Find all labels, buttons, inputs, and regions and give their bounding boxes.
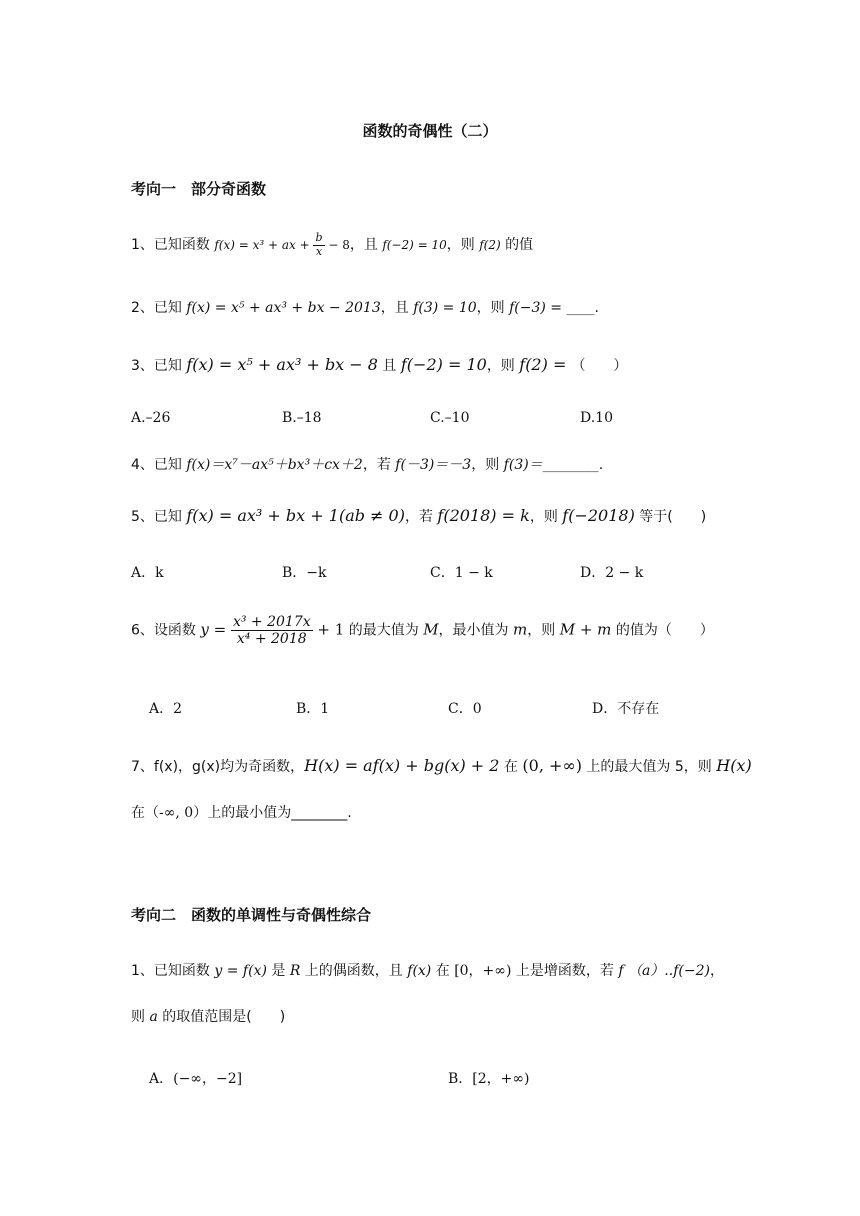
question-1: 1、已知函数 f(x) = x³ + ax + $\frac{b}{x}$ − 8，且 f(−2) = 10，则 f(2) 的值	[131, 231, 534, 258]
q3-option-a: A.–26	[131, 410, 171, 426]
q5-option-c: C．1 − k	[430, 565, 493, 581]
question-2: 2、已知 f(x) = x⁵ + ax³ + bx − 2013，且 f(3) = 10，则 f(−3) = ____.	[131, 300, 599, 316]
q6-option-d: D．不存在	[592, 701, 660, 717]
q5-option-a: A．k	[131, 565, 164, 581]
question-3: 3、已知 f(x) = x⁵ + ax³ + bx − 8 且 f(−2) = 10，则 f(2) = （ ）	[131, 355, 628, 374]
fraction-b-over-x: $\frac{b}{x}$	[315, 231, 323, 258]
question-5: 5、已知 f(x) = ax³ + bx + 1(ab ≠ 0)，若 f(2018) = k，则 f(−2018) 等于( )	[131, 506, 707, 525]
q6-option-b: B．1	[296, 701, 330, 717]
q5-option-d: D．2 − k	[580, 565, 644, 581]
question-6: 6、设函数 y = $\frac{\text{x³ + 2017x}}{\text{x⁴ + 2018}}$ + 1 的最大值为 M，最小值为 m，则 M + m 的值为（ ）	[131, 614, 714, 648]
question-4: 4、已知 f(x)＝x⁷－ax⁵＋bx³＋cx＋2，若 f(－3)＝－3，则 f(3)＝________.	[131, 457, 604, 473]
fraction-y: $\frac{\text{x³ + 2017x}}{\text{x⁴ + 2018}}$	[232, 614, 311, 648]
section-heading-2: 考向二 函数的单调性与奇偶性综合	[131, 906, 372, 924]
section2-question-1: 1、已知函数 y = f(x) 是 R 上的偶函数，且 f(x) 在 [0，+∞) 上是增函数，若 f （a）..f(−2)，	[131, 963, 724, 979]
q3-option-c: C.–10	[430, 410, 470, 426]
q5-option-b: B．−k	[282, 565, 327, 581]
question-7: 7、f(x)，g(x)均为奇函数，H(x) = af(x) + bg(x) + 2 在 (0, +∞) 上的最大值为 5，则 H(x)	[131, 756, 752, 775]
section-heading-1: 考向一 部分奇函数	[131, 180, 267, 198]
q6-option-c: C．0	[448, 701, 482, 717]
section2-question-1-continued: 则 a 的取值范围是( )	[131, 1009, 286, 1025]
s2q1-option-b: B．[2，+∞)	[448, 1071, 530, 1087]
q3-option-b: B.–18	[282, 410, 322, 426]
question-7-continued: 在（-∞, 0）上的最小值为________.	[131, 805, 352, 821]
s2q1-option-a: A．(−∞，−2]	[149, 1071, 243, 1087]
q3-option-d: D.10	[580, 410, 613, 426]
page-title: 函数的奇偶性（二）	[362, 122, 498, 140]
q6-option-a: A．2	[149, 701, 183, 717]
